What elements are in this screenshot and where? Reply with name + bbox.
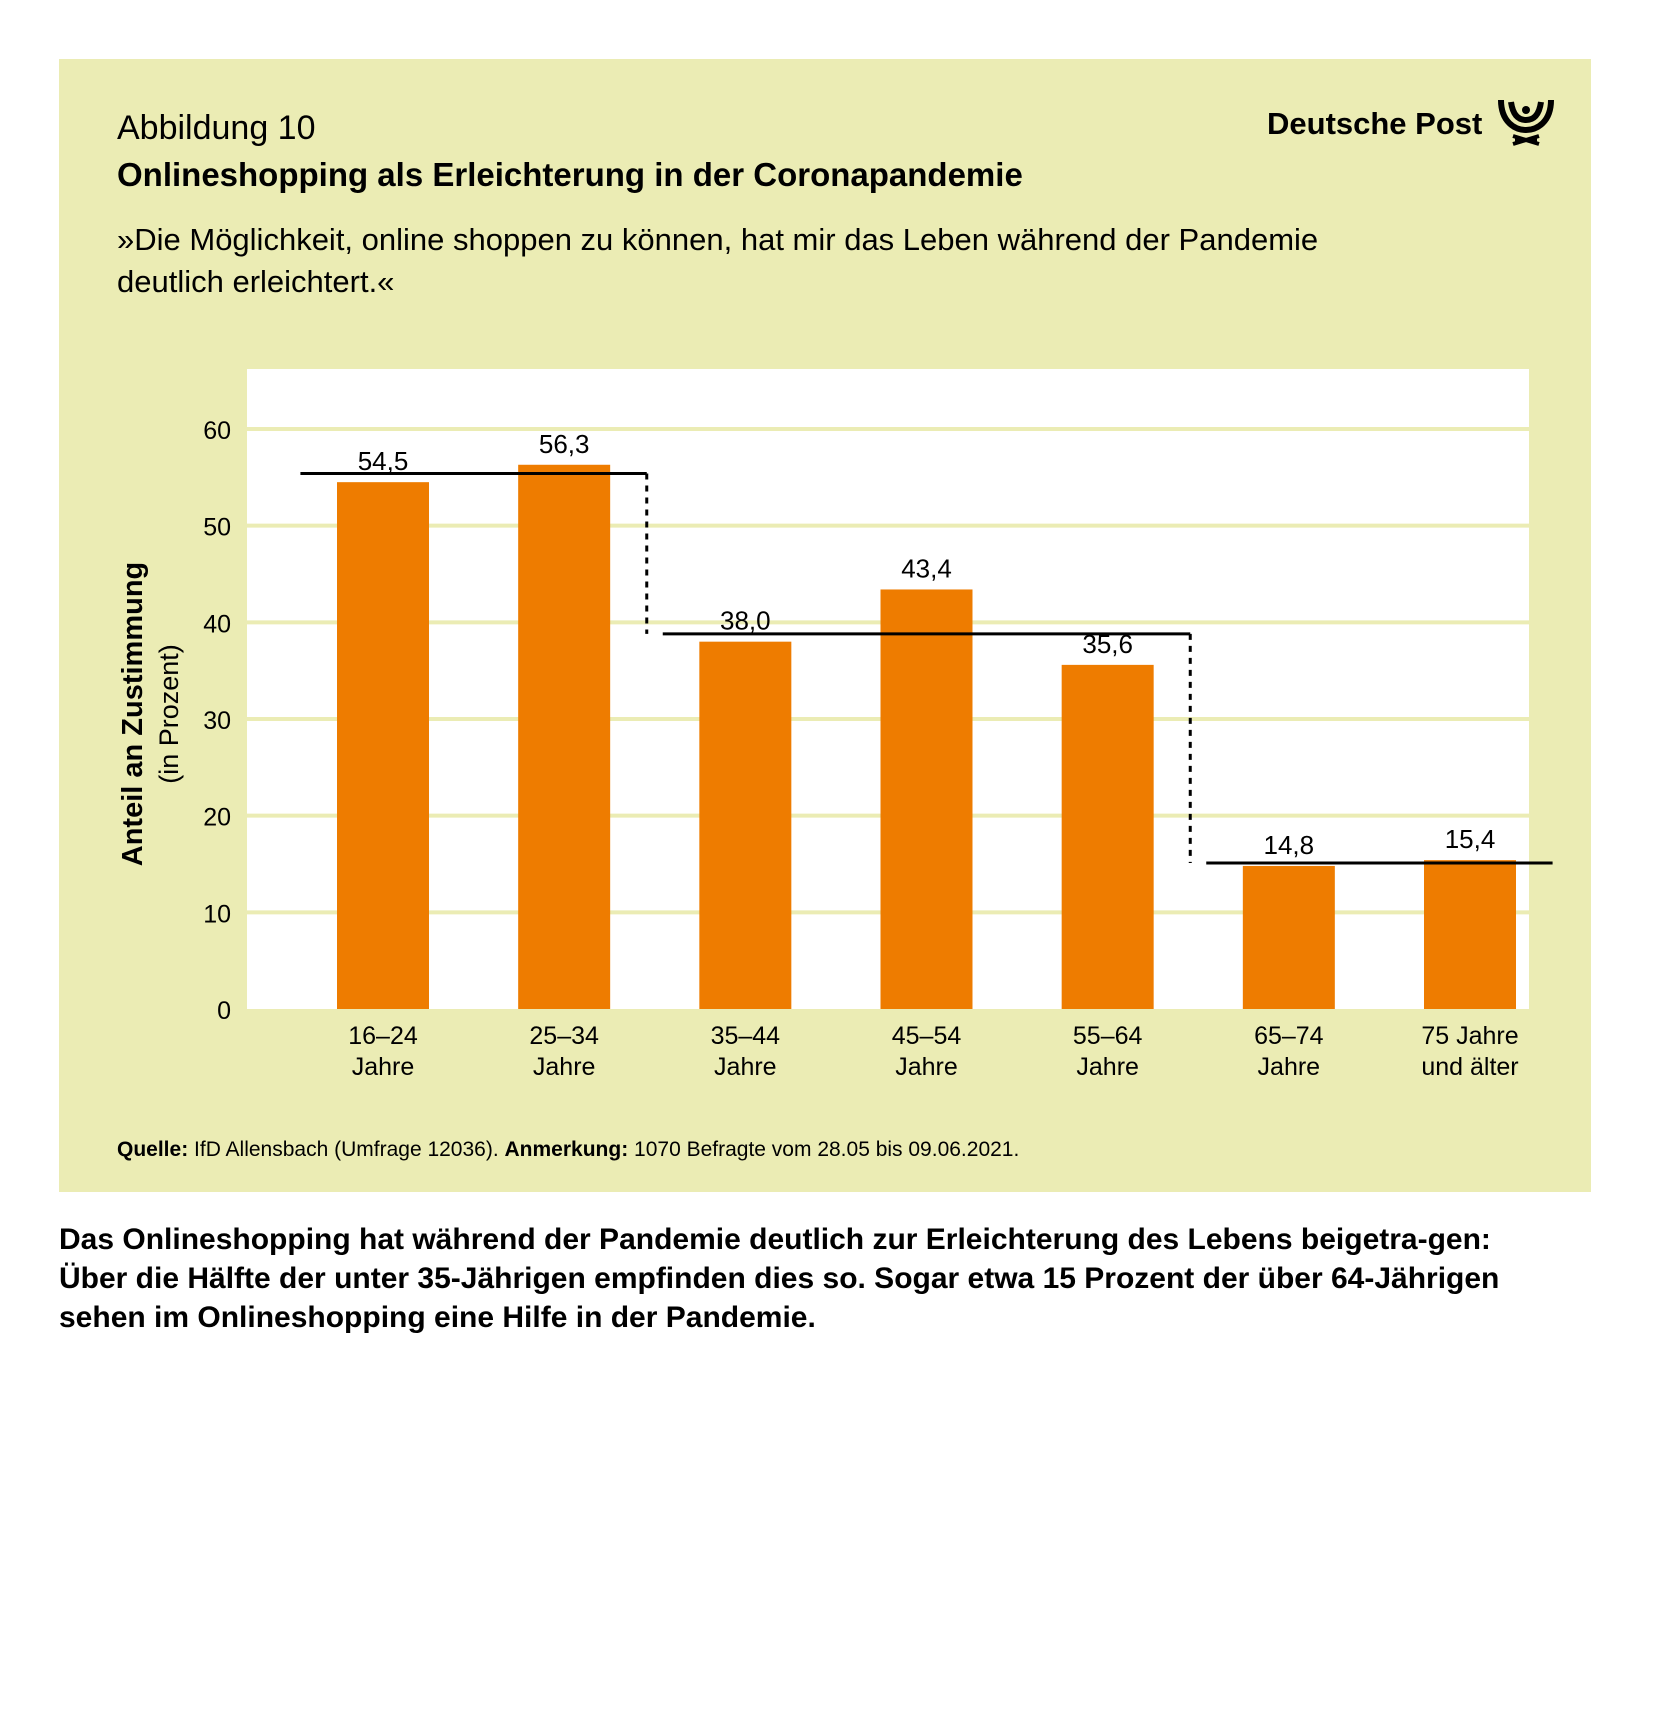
data-label: 43,4 bbox=[901, 553, 952, 584]
data-label: 56,3 bbox=[538, 428, 590, 459]
bar bbox=[337, 482, 429, 1009]
source-note bbox=[117, 1138, 1019, 1162]
bar bbox=[1062, 665, 1154, 1009]
chart-title: Onlineshopping als Erleichterung in der Coronapandemie bbox=[117, 156, 1023, 193]
x-axis-labels bbox=[348, 1022, 1518, 1081]
x-tick-label: 16–24 bbox=[348, 1022, 418, 1050]
note-text: 1070 Befragte vom 28.05 bis 09.06.2021. bbox=[628, 1138, 1020, 1161]
bar bbox=[1424, 860, 1516, 1009]
y-axis-label: Anteil an Zustimmung bbox=[117, 561, 149, 867]
figure-caption: Das Onlineshopping hat während der Pandemie deutlich zur Erleichterung des Lebens beigetra-gen: Über die Hälfte der unter 35-Jährigen empfinden dies so. Sogar etwa 15 Prozent der über 64-Jährigen sehen im Onlineshopping eine Hilfe in der Pandemie. bbox=[59, 1223, 1500, 1334]
y-axis-title bbox=[117, 562, 184, 867]
x-tick-label: und älter bbox=[1421, 1053, 1519, 1081]
y-tick-label: 20 bbox=[203, 803, 231, 832]
y-tick-label: 30 bbox=[203, 707, 231, 735]
x-tick-label: Jahre bbox=[351, 1053, 415, 1081]
y-axis-ticks bbox=[203, 417, 231, 1025]
x-tick-label: 55–64 bbox=[1072, 1022, 1143, 1050]
figure-label: Abbildung 10 bbox=[117, 109, 316, 147]
data-label: 15,4 bbox=[1444, 824, 1496, 855]
data-label: 54,5 bbox=[357, 446, 409, 477]
x-tick-label: Jahre bbox=[1076, 1053, 1139, 1081]
x-tick-label: Jahre bbox=[532, 1053, 596, 1081]
x-tick-label: 45–54 bbox=[891, 1022, 962, 1050]
data-label: 14,8 bbox=[1263, 829, 1315, 860]
source-label: Quelle: bbox=[117, 1138, 189, 1161]
source-text: IfD Allensbach (Umfrage 12036). bbox=[188, 1138, 505, 1161]
x-tick-label: Jahre bbox=[895, 1053, 958, 1081]
x-tick-label: 25–34 bbox=[529, 1022, 599, 1050]
figure-panel bbox=[59, 59, 1591, 1192]
bar bbox=[518, 465, 610, 1009]
data-label: 38,0 bbox=[720, 605, 771, 636]
y-tick-label: 40 bbox=[203, 610, 231, 639]
x-tick-label: 65–74 bbox=[1254, 1022, 1324, 1050]
y-tick-label: 10 bbox=[203, 900, 231, 929]
x-tick-label: 35–44 bbox=[710, 1022, 781, 1050]
bar bbox=[1243, 866, 1335, 1009]
x-tick-label: Jahre bbox=[1257, 1053, 1321, 1081]
y-axis-sublabel: (in Prozent) bbox=[154, 644, 184, 784]
y-tick-label: 0 bbox=[217, 997, 231, 1025]
x-tick-label: 75 Jahre bbox=[1421, 1022, 1519, 1050]
bar-chart bbox=[59, 59, 1591, 1129]
y-tick-label: 60 bbox=[203, 417, 231, 445]
bar bbox=[699, 642, 791, 1009]
note-label: Anmerkung: bbox=[504, 1138, 629, 1161]
data-label: 35,6 bbox=[1082, 628, 1133, 659]
bar bbox=[881, 589, 973, 1009]
x-tick-label: Jahre bbox=[714, 1053, 777, 1081]
survey-quote: »Die Möglichkeit, online shoppen zu können, hat mir das Leben während der Pandemie deutlich erleichtert.« bbox=[117, 222, 1319, 299]
y-tick-label: 50 bbox=[203, 513, 231, 542]
brand-name: Deutsche Post bbox=[1267, 106, 1483, 141]
